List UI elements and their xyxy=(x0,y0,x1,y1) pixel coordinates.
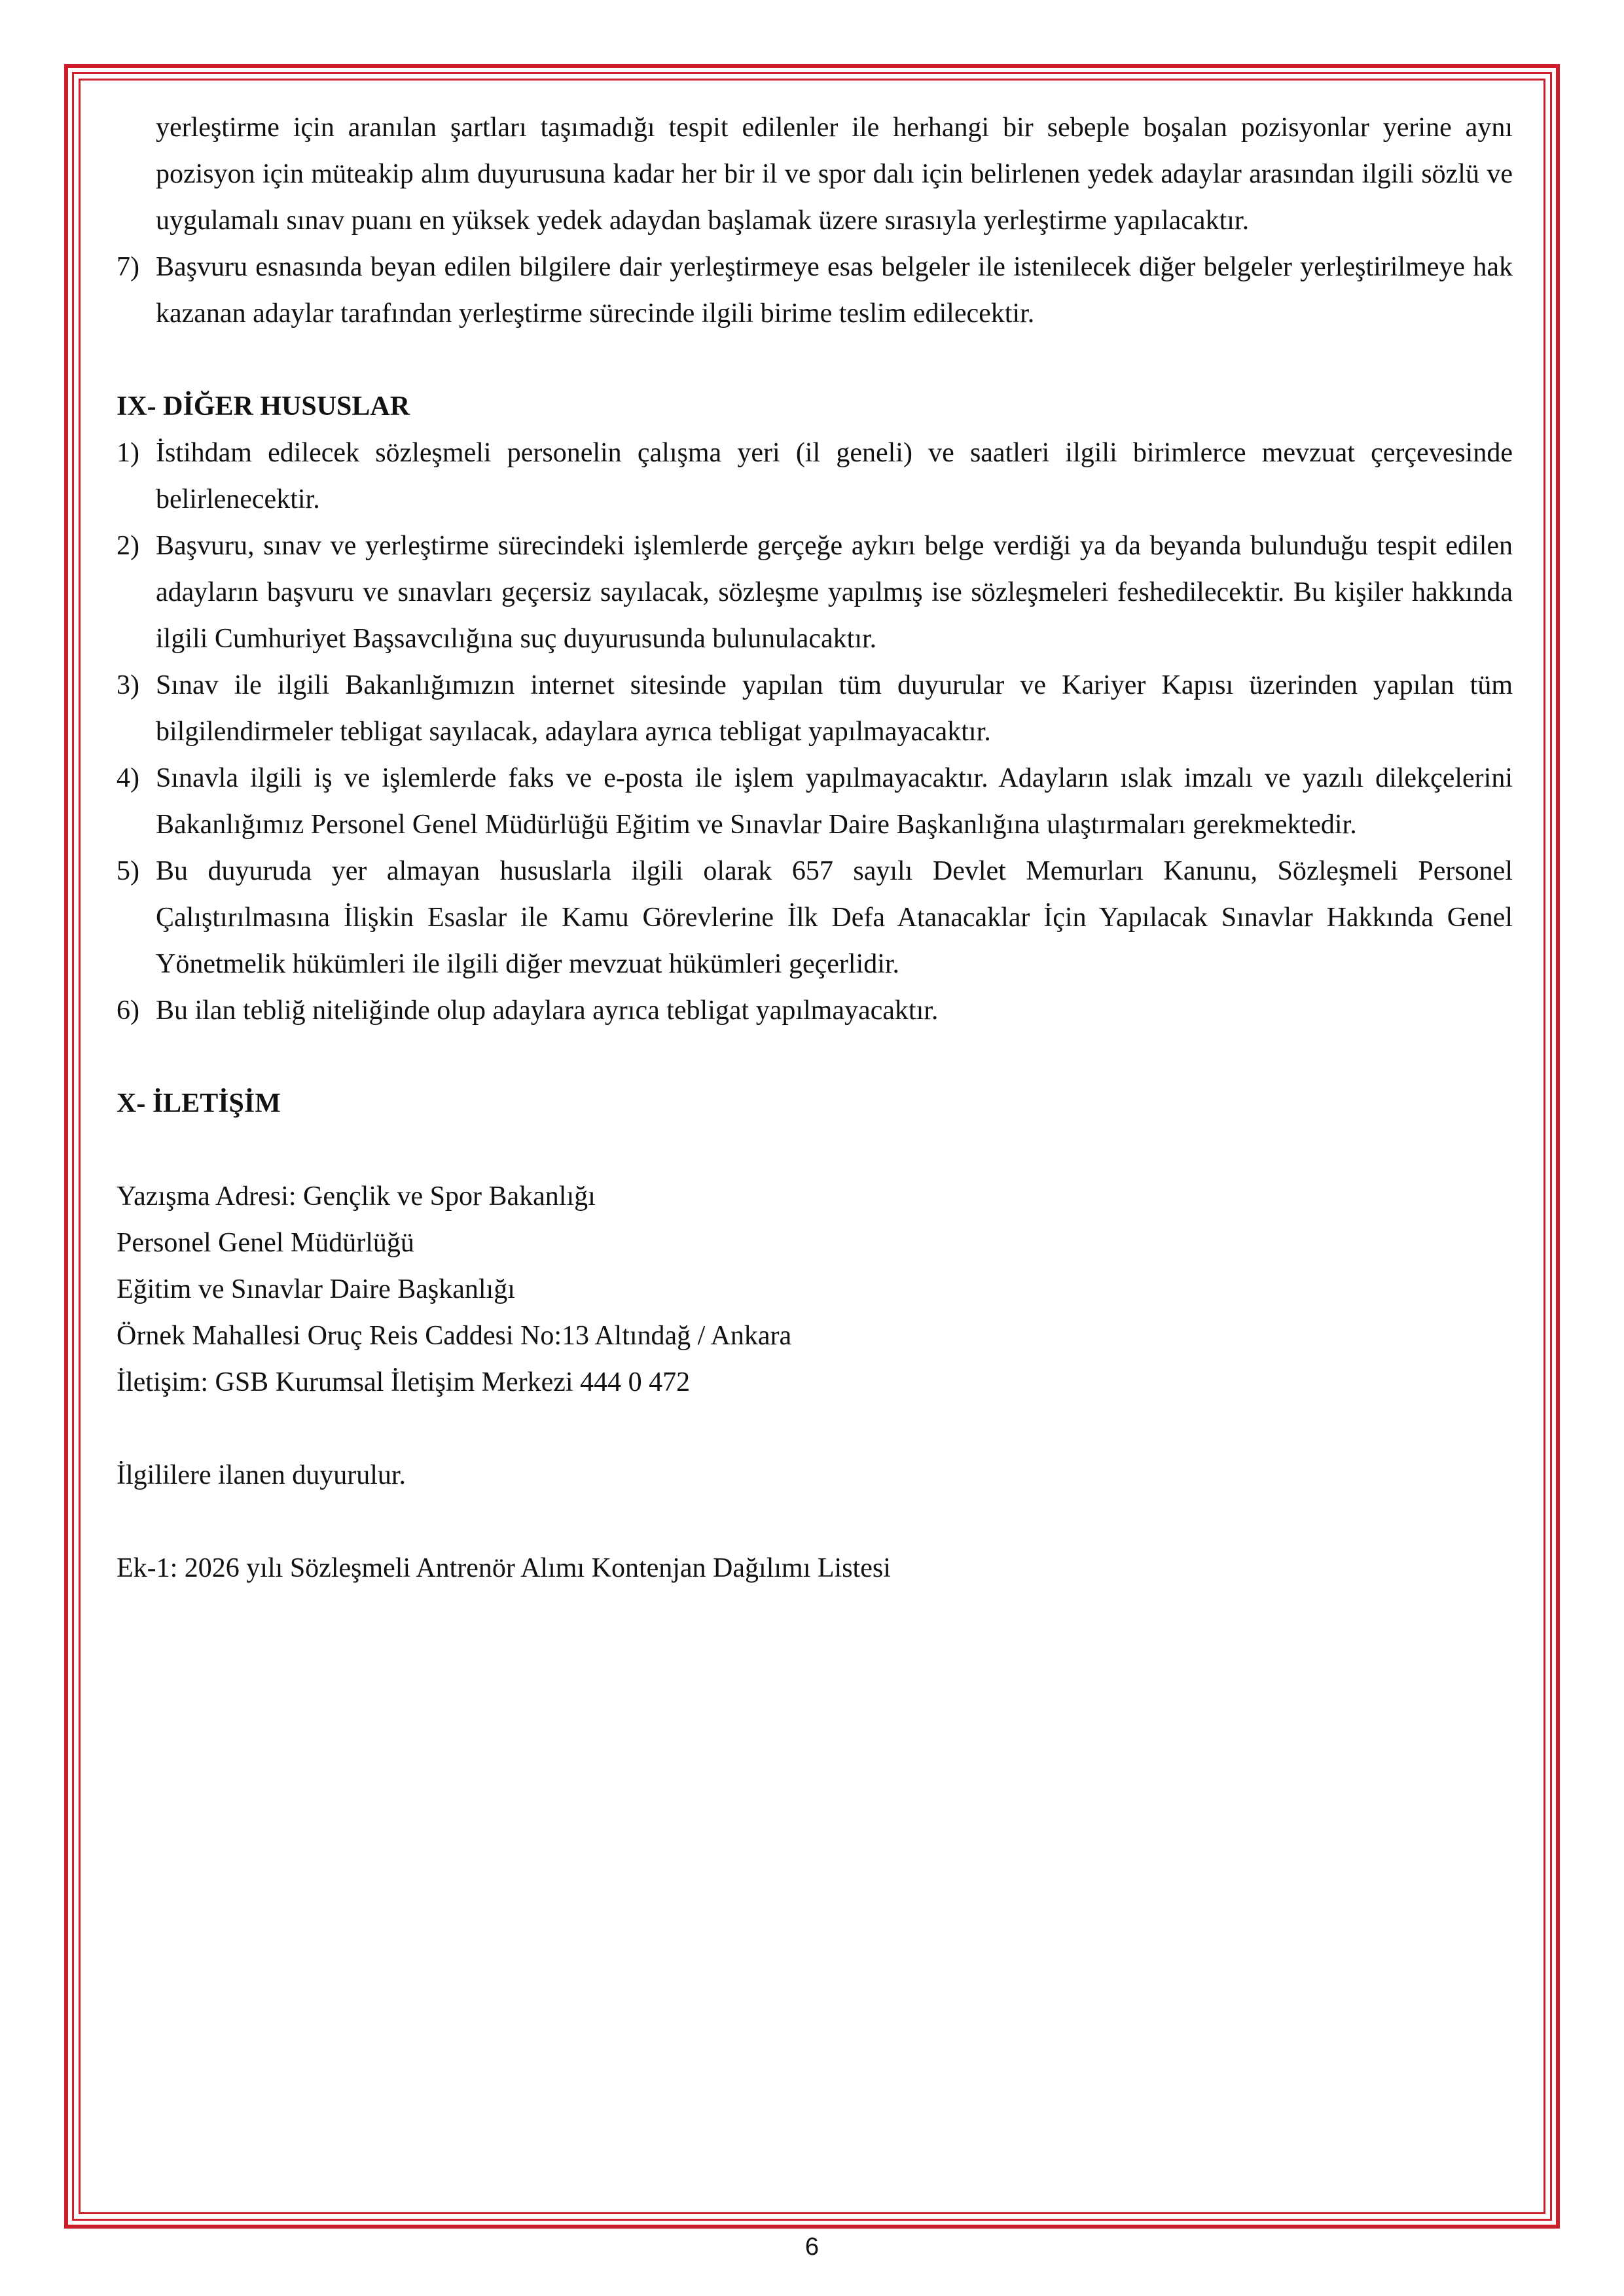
section-heading-diger-hususlar: IX- DİĞER HUSUSLAR xyxy=(117,391,410,422)
section-heading-iletisim: X- İLETİŞİM xyxy=(117,1088,281,1119)
spacer xyxy=(117,1406,1513,1452)
list-item xyxy=(117,755,1513,848)
list-text: Sınav ile ilgili Bakanlığımızın internet sitesinde yapılan tüm duyurular ve Kariyer Kapısı üzerinden yapılan tüm bilgilendirmeler tebligat sayılacak, adaylara ayrıca tebligat yapılmayacaktır. xyxy=(156,670,1513,747)
list-number: 1) xyxy=(117,438,139,468)
continuation-paragraph: yerleştirme için aranılan şartları taşımadığı tespit edilenler ile herhangi bir sebeple boşalan pozisyonlar yerine aynı pozisyon için müteakip alım duyurusuna kadar her bir il ve spor dalı için belirlenen yedek adaylar arasından ilgili sözlü ve uygulamalı sınav puanı en yüksek yedek adaydan başlamak üzere sırasıyla yerleştirme yapılacaktır. xyxy=(156,113,1513,236)
list-item xyxy=(117,662,1513,755)
address-line: Personel Genel Müdürlüğü xyxy=(117,1228,414,1258)
list-number: 3) xyxy=(117,670,139,700)
list-item xyxy=(117,848,1513,988)
address-line: İletişim: GSB Kurumsal İletişim Merkezi 444 0 472 xyxy=(117,1367,691,1397)
list-text: Bu duyuruda yer almayan hususlarla ilgili olarak 657 sayılı Devlet Memurları Kanunu, Sözleşmeli Personel Çalıştırılmasına İlişkin Esaslar ile Kamu Görevlerine İlk Defa Atanacaklar İçin Yapılacak Sınavlar Hakkında Genel Yönetmelik hükümleri ile ilgili diğer mevzuat hükümleri geçerlidir. xyxy=(156,856,1513,979)
list-number: 5) xyxy=(117,856,139,886)
page-number: 6 xyxy=(804,2233,820,2261)
closing-statement: İlgililere ilanen duyurulur. xyxy=(117,1460,406,1490)
list-number: 6) xyxy=(117,996,139,1026)
spacer xyxy=(117,1127,1513,1174)
spacer xyxy=(117,1034,1513,1081)
address-line: Örnek Mahallesi Oruç Reis Caddesi No:13 Altındağ / Ankara xyxy=(117,1321,792,1351)
list-number: 4) xyxy=(117,763,139,793)
list-text: Başvuru, sınav ve yerleştirme sürecindeki işlemlerde gerçeğe aykırı belge verdiği ya da beyanda bulunduğu tespit edilen adayların başvuru ve sınavları geçersiz sayılacak, sözleşme yapılmış ise sözleşmeleri feshedilecektir. Bu kişiler hakkında ilgili Cumhuriyet Başsavcılığına suç duyurusunda bulunulacaktır. xyxy=(156,531,1513,654)
page-content xyxy=(117,105,1513,1592)
attachment-reference: Ek-1: 2026 yılı Sözleşmeli Antrenör Alımı Kontenjan Dağılımı Listesi xyxy=(117,1553,891,1583)
spacer xyxy=(117,1499,1513,1545)
list-item-7 xyxy=(117,244,1513,337)
list-number: 7) xyxy=(117,252,139,282)
list-text: Sınavla ilgili iş ve işlemlerde faks ve e-posta ile işlem yapılmayacaktır. Adayların ıslak imzalı ve yazılı dilekçelerini Bakanlığımız Personel Genel Müdürlüğü Eğitim ve Sınavlar Daire Başkanlığına ulaştırmaları gerekmektedir. xyxy=(156,763,1513,840)
address-line: Eğitim ve Sınavlar Daire Başkanlığı xyxy=(117,1274,515,1304)
list-item xyxy=(117,523,1513,662)
address-line: Yazışma Adresi: Gençlik ve Spor Bakanlığı xyxy=(117,1181,596,1211)
list-item xyxy=(117,988,1513,1034)
list-number: 2) xyxy=(117,531,139,561)
spacer xyxy=(117,337,1513,384)
list-text: Bu ilan tebliğ niteliğinde olup adaylara ayrıca tebligat yapılmayacaktır. xyxy=(156,996,939,1026)
list-item xyxy=(117,430,1513,523)
list-text: İstihdam edilecek sözleşmeli personelin çalışma yeri (il geneli) ve saatleri ilgili birimlerce mevzuat çerçevesinde belirlenecektir. xyxy=(156,438,1513,514)
list-text: Başvuru esnasında beyan edilen bilgilere dair yerleştirmeye esas belgeler ile istenilecek diğer belgeler yerleştirilmeye hak kazanan adaylar tarafından yerleştirme sürecinde ilgili birime teslim edilecektir. xyxy=(156,252,1513,329)
